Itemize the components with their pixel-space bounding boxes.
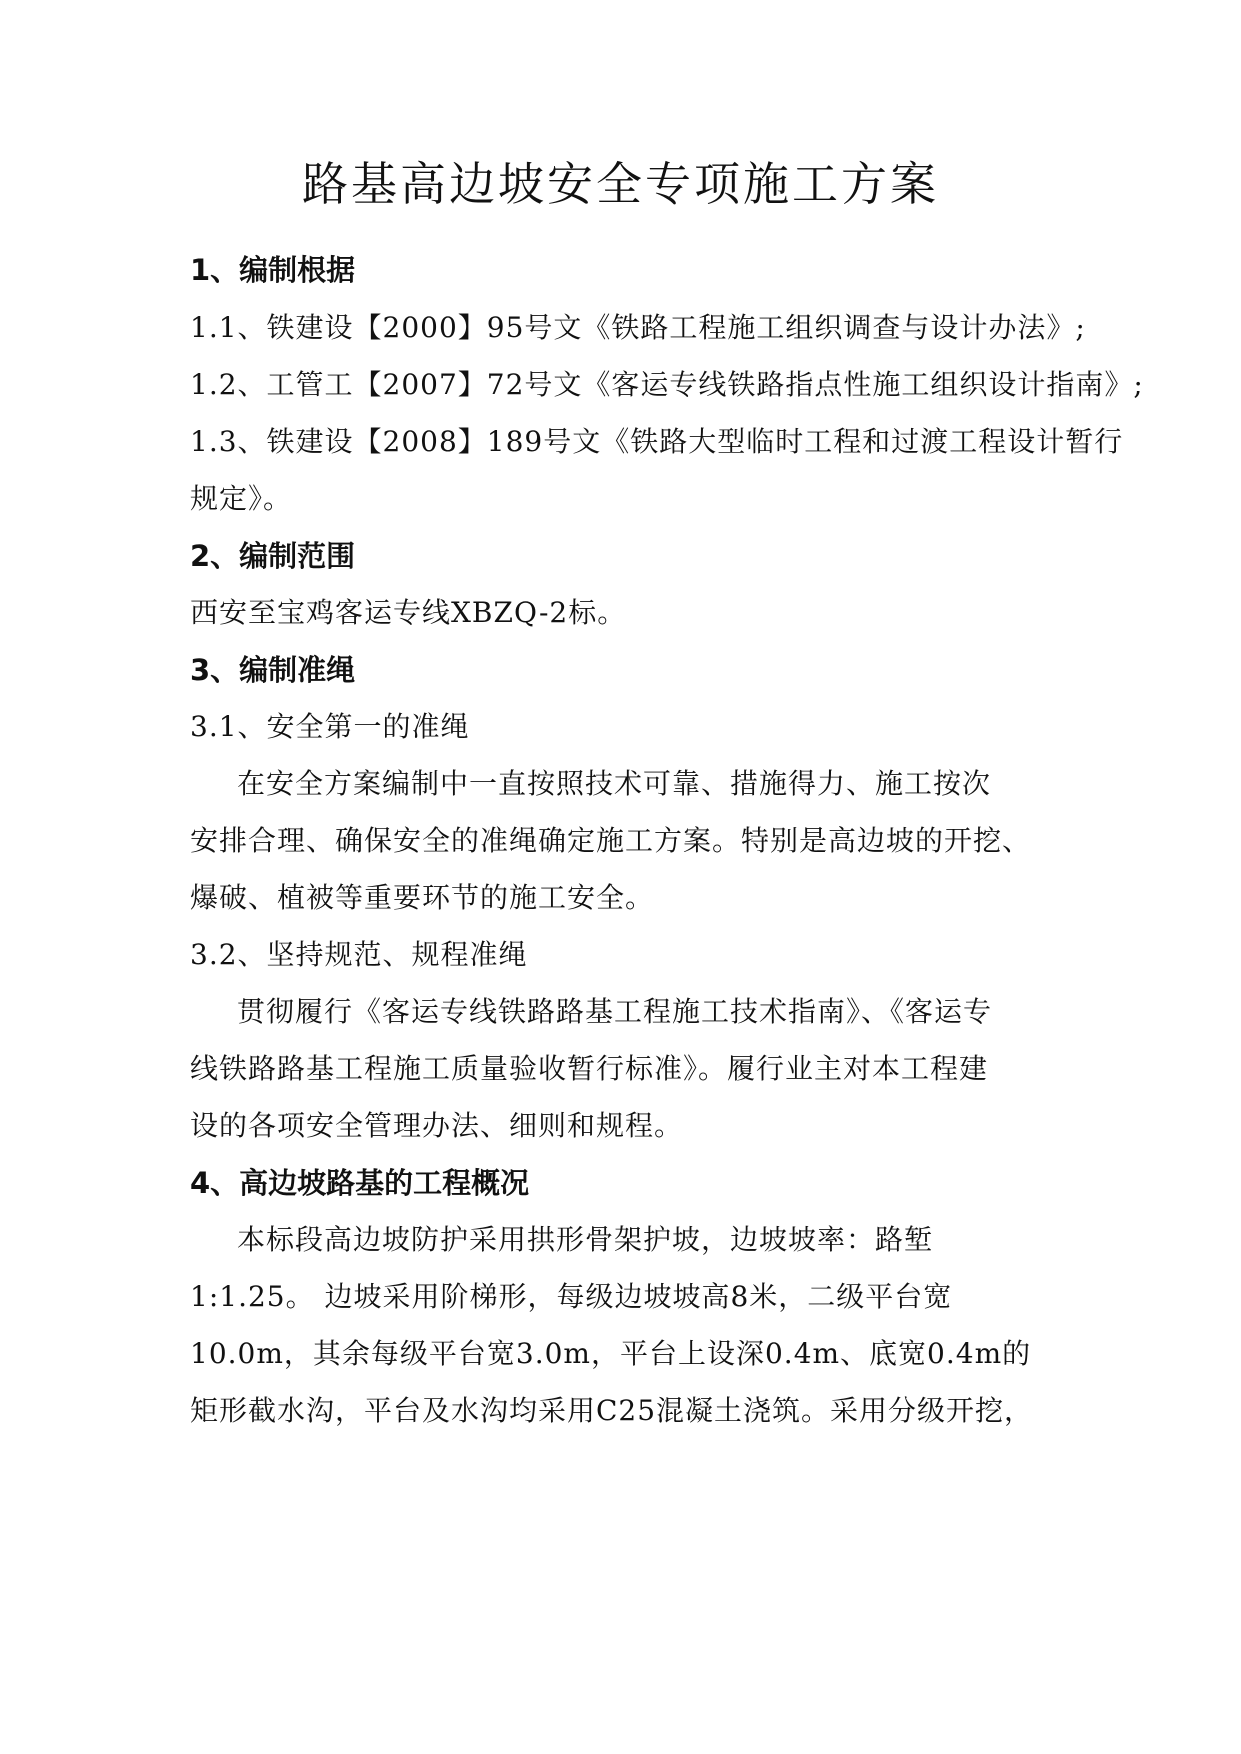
paragraph-4-line-4: 矩形截水沟，平台及水沟均采用C25混凝土浇筑。采用分级开挖， [190,1394,1034,1427]
document-title: 路基高边坡安全专项施工方案 [302,157,939,211]
section-heading-1: 1、编制根据 [190,253,356,287]
section-heading-4: 4、高边坡路基的工程概况 [190,1166,530,1200]
paragraph-4-line-3: 10.0m，其余每级平台宽3.0m，平台上设深0.4m、底宽0.4m的 [190,1337,1032,1370]
paragraph-3-2-line-3: 设的各项安全管理办法、细则和规程。 [190,1109,684,1142]
reference-1-1: 1.1、铁建设【2000】95号文《铁路工程施工组织调查与设计办法》; [190,311,1086,344]
paragraph-4-line-2: 1:1.25。 边坡采用阶梯形，每级边坡坡高8米，二级平台宽 [190,1280,953,1313]
reference-1-2: 1.2、工管工【2007】72号文《客运专线铁路指点性施工组织设计指南》; [190,368,1144,401]
paragraph-4-line-1: 本标段高边坡防护采用拱形骨架护坡，边坡坡率：路堑 [237,1223,934,1256]
section-heading-3: 3、编制准绳 [190,653,356,687]
reference-1-3-line-1: 1.3、铁建设【2008】189号文《铁路大型临时工程和过渡工程设计暂行 [190,425,1124,458]
subsection-3-2: 3.2、坚持规范、规程准绳 [190,938,528,971]
scope-text: 西安至宝鸡客运专线XBZQ-2标。 [190,596,627,629]
paragraph-3-2-line-2: 线铁路路基工程施工质量验收暂行标准》。履行业主对本工程建 [190,1052,989,1085]
paragraph-3-1-line-1: 在安全方案编制中一直按照技术可靠、措施得力、施工按次 [237,767,992,800]
paragraph-3-1-line-2: 安排合理、确保安全的准绳确定施工方案。特别是高边坡的开挖、 [190,824,1032,857]
reference-1-3-line-2: 规定》。 [190,482,293,515]
paragraph-3-2-line-1: 贯彻履行《客运专线铁路路基工程施工技术指南》、《客运专 [237,995,993,1028]
subsection-3-1: 3.1、安全第一的准绳 [190,710,470,743]
section-heading-2: 2、编制范围 [190,539,356,573]
paragraph-3-1-line-3: 爆破、植被等重要环节的施工安全。 [190,881,655,914]
